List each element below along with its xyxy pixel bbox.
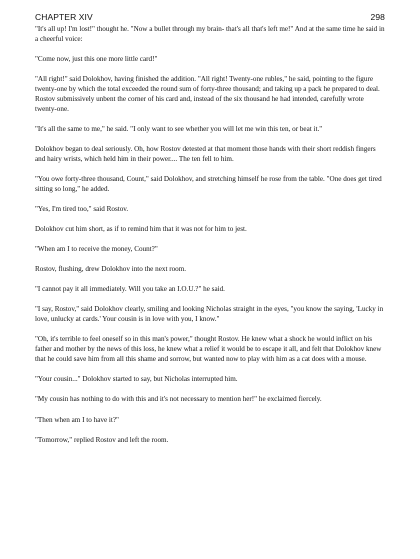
- paragraph: Rostov, flushing, drew Dolokhov into the next room.: [35, 265, 187, 274]
- paragraph: Dolokhov began to deal seriously. Oh, how Rostov detested at that moment those hands with their short reddish fingers and hairy wrists, which held him in their power.... The ten fell to him.: [35, 145, 376, 163]
- paragraph: "It's all the same to me," he said. "I only want to see whether you will let me win this ten, or beat it.": [35, 124, 323, 133]
- paragraph: "Then when am I to have it?": [35, 415, 119, 424]
- page-header: [35, 12, 385, 24]
- paragraph: "Come now, just this one more little card!": [35, 55, 158, 63]
- paragraph: "When am I to receive the money, Count?": [35, 245, 158, 254]
- paragraph: "My cousin has nothing to do with this and it's not necessary to mention her!" he exclaimed fiercely.: [35, 395, 322, 404]
- paragraph: "Tomorrow," replied Rostov and left the room.: [35, 435, 169, 444]
- paragraph: "I cannot pay it all immediately. Will you take an I.O.U.?" he said.: [35, 285, 225, 294]
- paragraph: "Your cousin..." Dolokhov started to say, but Nicholas interrupted him.: [35, 375, 238, 384]
- chapter-heading: CHAPTER XIV: [35, 12, 93, 22]
- page-number: 298: [370, 12, 385, 22]
- paragraph: "You owe forty-three thousand, Count," said Dolokhov, and stretching himself he rose from the table. "One does get tired sitting so long," he added.: [35, 175, 382, 193]
- paragraph: "All right!" said Dolokhov, having finished the addition. "All right! Twenty-one rubles," he said, pointing to the figure twenty-one by which the total exceeded the round sum of forty-three thousand; and taking up a pack he prepared to deal. Rostov submissively unbent the corner of his card and, instead of the six thousand he had intended, carefully wrote twenty-one.: [35, 75, 380, 113]
- paragraph: "Oh, it's terrible to feel oneself so in this man's power," thought Rostov. He knew what a shock he would inflict on his father and mother by the news of this loss, he knew what a relief it would be to escape it all, and felt that Dolokhov knew that he could save him from all this shame and sorrow, but wanted now to play with him as a cat does with a mouse.: [35, 335, 382, 364]
- paragraph: "I say, Rostov," said Dolokhov clearly, smiling and looking Nicholas straight in the eyes, "you know the saying, 'Lucky in love, unlucky at cards.' Your cousin is in love with you, I know.": [35, 305, 384, 324]
- paragraph: "It's all up! I'm lost!" thought he. "Now a bullet through my brain- that's all that's left me!" And at the same time he said in a cheerful voice:: [35, 25, 385, 43]
- body-text: [35, 25, 385, 456]
- paragraph: "Yes, I'm tired too," said Rostov.: [35, 205, 129, 213]
- paragraph: Dolokhov cut him short, as if to remind him that it was not for him to jest.: [35, 225, 247, 234]
